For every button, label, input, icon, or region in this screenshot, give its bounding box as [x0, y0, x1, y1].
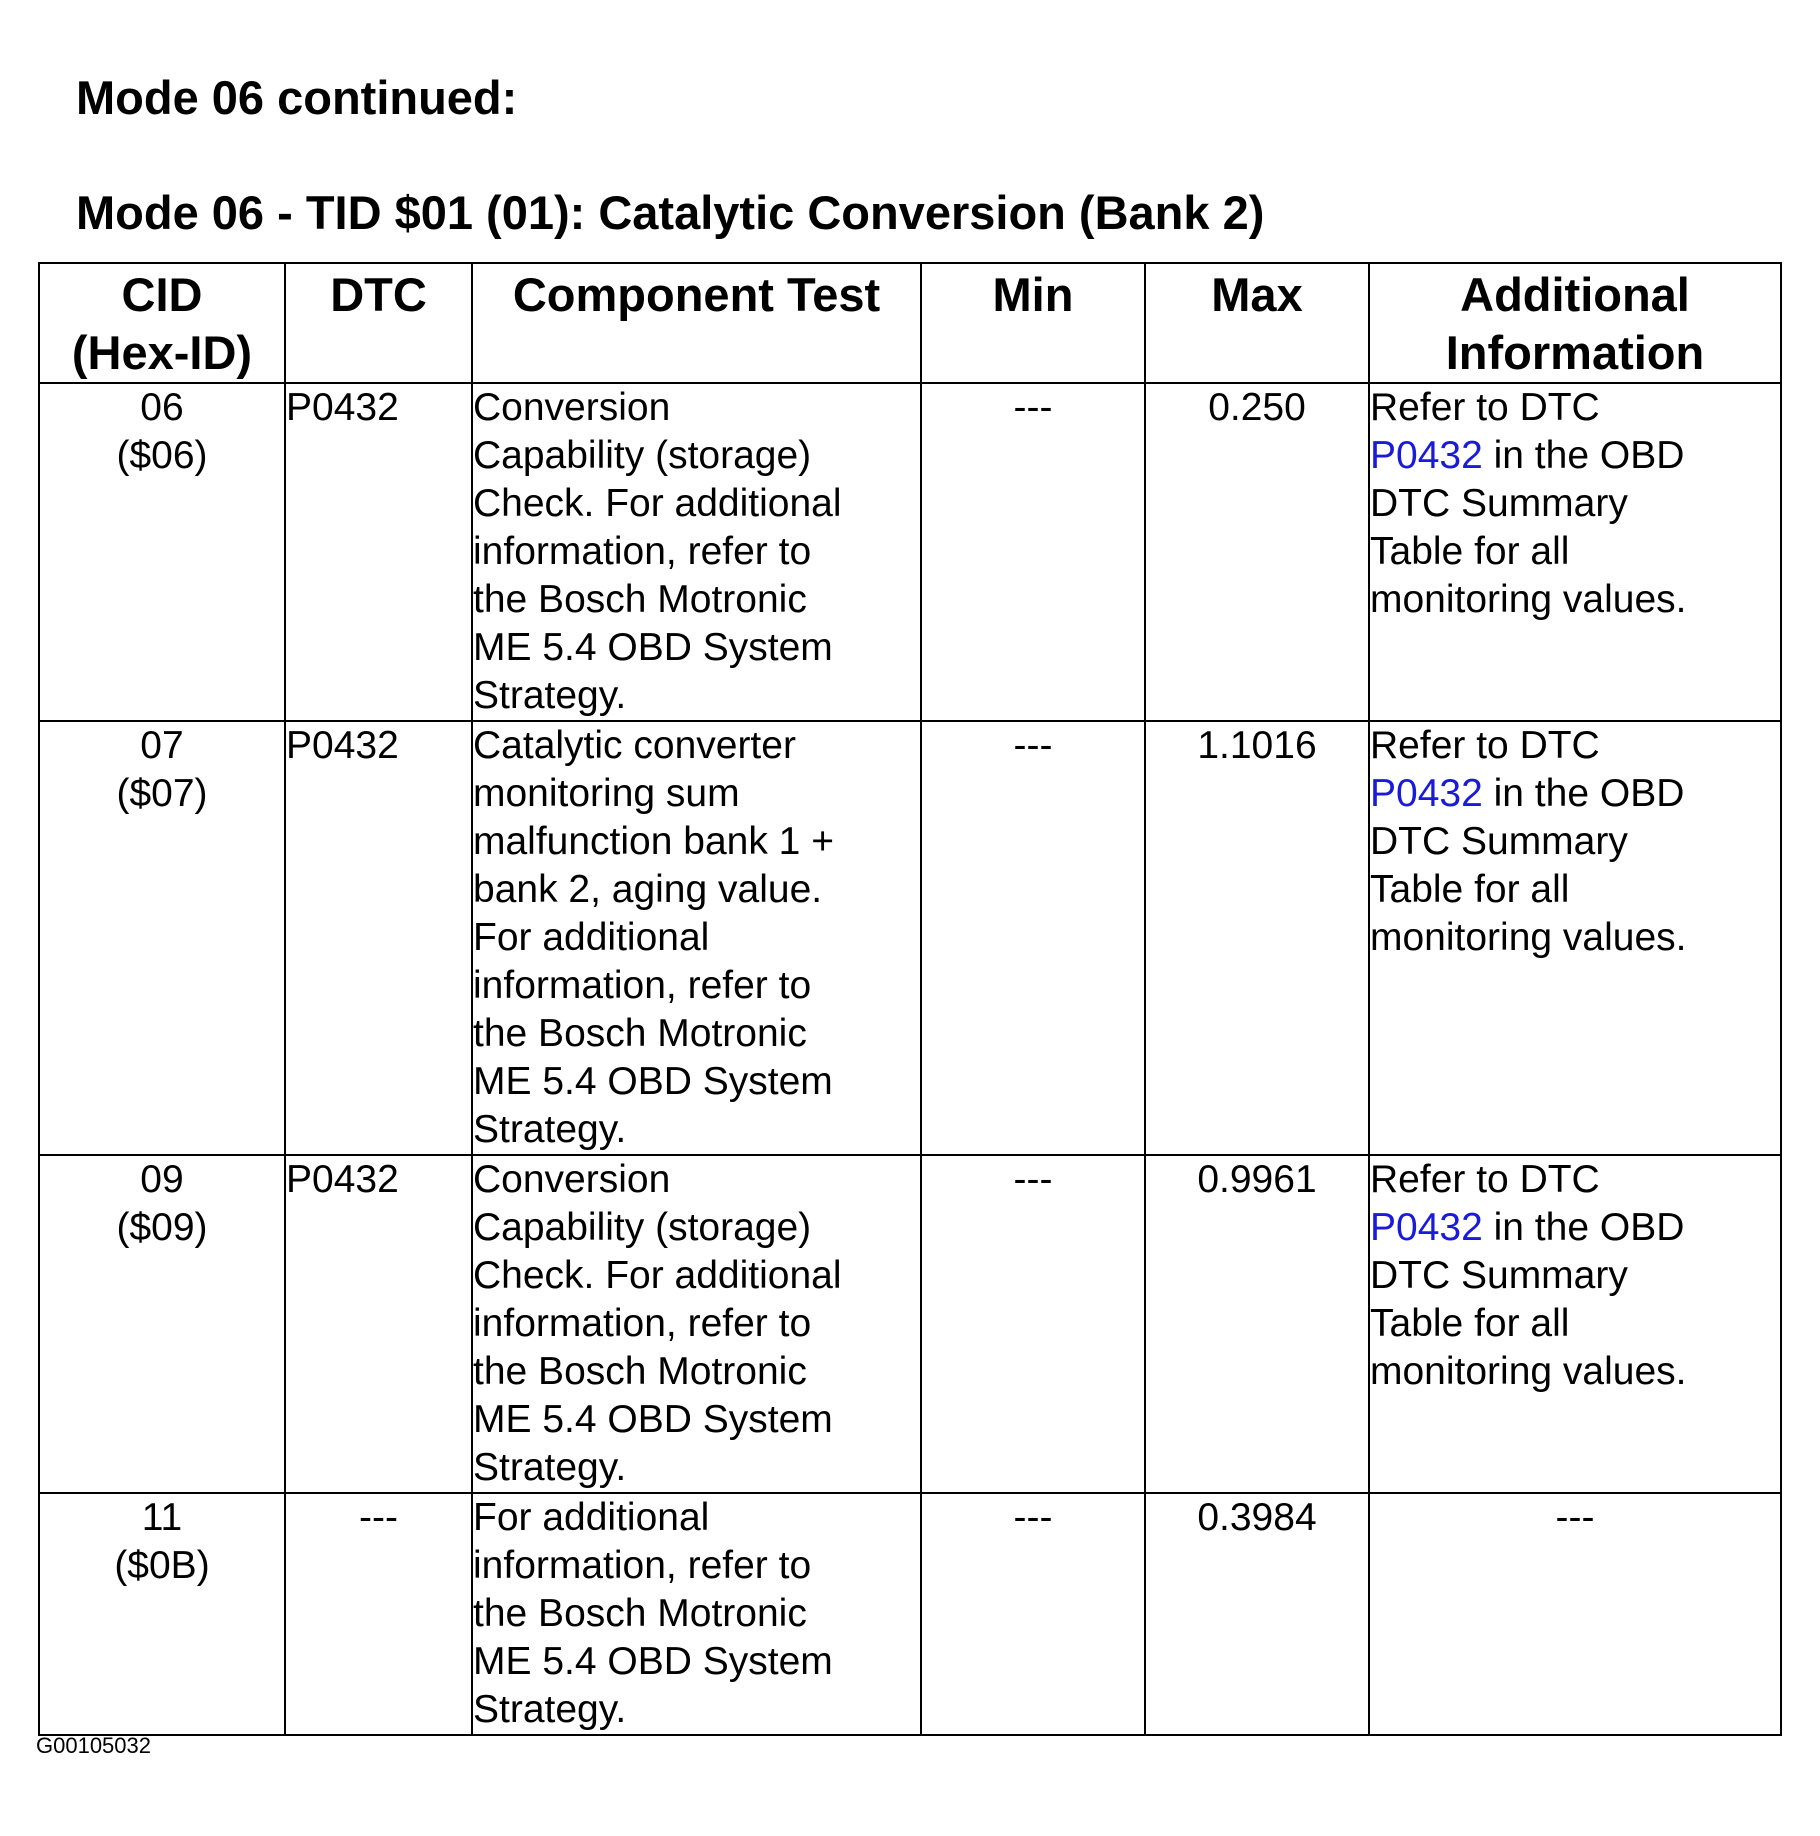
section-heading-continued: Mode 06 continued: [76, 71, 518, 124]
info-line [1370, 1204, 1780, 1252]
table-row [39, 383, 1781, 721]
cid-value: 11 [141, 1496, 183, 1539]
info-line: DTC Summary [1370, 820, 1628, 863]
table-header-row [39, 263, 1781, 383]
table-row [39, 721, 1781, 1155]
info-line: Refer to DTC [1370, 724, 1600, 767]
dtc-link-p0432[interactable]: P0432 [1370, 772, 1483, 815]
cell-min: --- [921, 383, 1145, 721]
test-line: ME 5.4 OBD System [473, 1640, 833, 1683]
info-line: Table for all [1370, 1302, 1570, 1345]
header-cid-line1: CID [121, 268, 203, 321]
info-line: monitoring values. [1370, 1350, 1687, 1393]
cell-max: 1.1016 [1145, 721, 1369, 1155]
info-text: in the OBD [1482, 434, 1685, 477]
cid-value: 07 [140, 724, 184, 767]
header-min: Min [921, 263, 1145, 383]
header-dtc: DTC [285, 263, 472, 383]
header-info-line2: Information [1445, 326, 1705, 379]
test-line: For additional [473, 1496, 710, 1539]
test-line: the Bosch Motronic [473, 578, 807, 621]
test-line: Check. For additional [473, 1254, 842, 1297]
cell-dtc: P0432 [285, 383, 472, 721]
cell-component-test [472, 721, 921, 1155]
test-line: Strategy. [473, 674, 627, 717]
test-line: Strategy. [473, 1688, 627, 1731]
cell-dtc: P0432 [285, 721, 472, 1155]
test-line: Conversion [473, 1158, 671, 1201]
cell-dtc: --- [285, 1493, 472, 1735]
test-line: Capability (storage) [473, 434, 812, 477]
info-line: DTC Summary [1370, 482, 1628, 525]
info-line: Table for all [1370, 530, 1570, 573]
test-line: information, refer to [473, 530, 812, 573]
test-line: Catalytic converter [473, 724, 796, 767]
header-cid [39, 263, 285, 383]
info-line: Table for all [1370, 868, 1570, 911]
cell-max: 0.250 [1145, 383, 1369, 721]
cell-cid [39, 1493, 285, 1735]
table-title: Mode 06 - TID $01 (01): Catalytic Conversion (Bank 2) [76, 186, 1265, 239]
cell-min: --- [921, 721, 1145, 1155]
cell-max: 0.9961 [1145, 1155, 1369, 1493]
header-cid-line2: (Hex-ID) [71, 326, 253, 379]
cell-min: --- [921, 1493, 1145, 1735]
info-text: in the OBD [1482, 772, 1685, 815]
header-info-line1: Additional [1460, 268, 1690, 321]
cid-hex: ($0B) [114, 1544, 210, 1587]
cell-component-test [472, 383, 921, 721]
header-additional-information [1369, 263, 1781, 383]
info-line: Refer to DTC [1370, 386, 1600, 429]
cid-hex: ($06) [116, 434, 208, 477]
test-line: ME 5.4 OBD System [473, 1060, 833, 1103]
cid-value: 09 [140, 1158, 184, 1201]
cid-hex: ($07) [116, 772, 208, 815]
cell-component-test [472, 1493, 921, 1735]
cell-cid [39, 383, 285, 721]
header-max: Max [1145, 263, 1369, 383]
cell-min: --- [921, 1155, 1145, 1493]
cell-additional-info: --- [1369, 1493, 1781, 1735]
test-line: information, refer to [473, 1544, 812, 1587]
dtc-link-p0432[interactable]: P0432 [1370, 1206, 1483, 1249]
test-line: Strategy. [473, 1446, 627, 1489]
info-text: in the OBD [1482, 1206, 1685, 1249]
test-line: malfunction bank 1 + [473, 820, 834, 863]
cell-cid [39, 721, 285, 1155]
cell-max: 0.3984 [1145, 1493, 1369, 1735]
cid-hex: ($09) [116, 1206, 208, 1249]
test-line: the Bosch Motronic [473, 1012, 807, 1055]
cell-additional-info [1369, 721, 1781, 1155]
test-line: monitoring sum [473, 772, 740, 815]
cell-additional-info [1369, 383, 1781, 721]
info-line: monitoring values. [1370, 916, 1687, 959]
test-line: Strategy. [473, 1108, 627, 1151]
info-line: Refer to DTC [1370, 1158, 1600, 1201]
cell-dtc: P0432 [285, 1155, 472, 1493]
cell-additional-info [1369, 1155, 1781, 1493]
table-row [39, 1493, 1781, 1735]
test-line: information, refer to [473, 1302, 812, 1345]
test-line: Conversion [473, 386, 671, 429]
dtc-link-p0432[interactable]: P0432 [1370, 434, 1483, 477]
test-line: bank 2, aging value. [473, 868, 823, 911]
cell-cid [39, 1155, 285, 1493]
figure-id: G00105032 [36, 1733, 151, 1758]
test-line: For additional [473, 916, 710, 959]
info-line [1370, 770, 1780, 818]
table-row [39, 1155, 1781, 1493]
test-line: information, refer to [473, 964, 812, 1007]
test-line: the Bosch Motronic [473, 1350, 807, 1393]
mode06-table [38, 262, 1782, 1736]
header-component-test: Component Test [472, 263, 921, 383]
test-line: Capability (storage) [473, 1206, 812, 1249]
cid-value: 06 [140, 386, 184, 429]
cell-component-test [472, 1155, 921, 1493]
info-line [1370, 432, 1780, 480]
test-line: ME 5.4 OBD System [473, 1398, 833, 1441]
test-line: ME 5.4 OBD System [473, 626, 833, 669]
info-line: DTC Summary [1370, 1254, 1628, 1297]
test-line: Check. For additional [473, 482, 842, 525]
test-line: the Bosch Motronic [473, 1592, 807, 1635]
info-line: monitoring values. [1370, 578, 1687, 621]
